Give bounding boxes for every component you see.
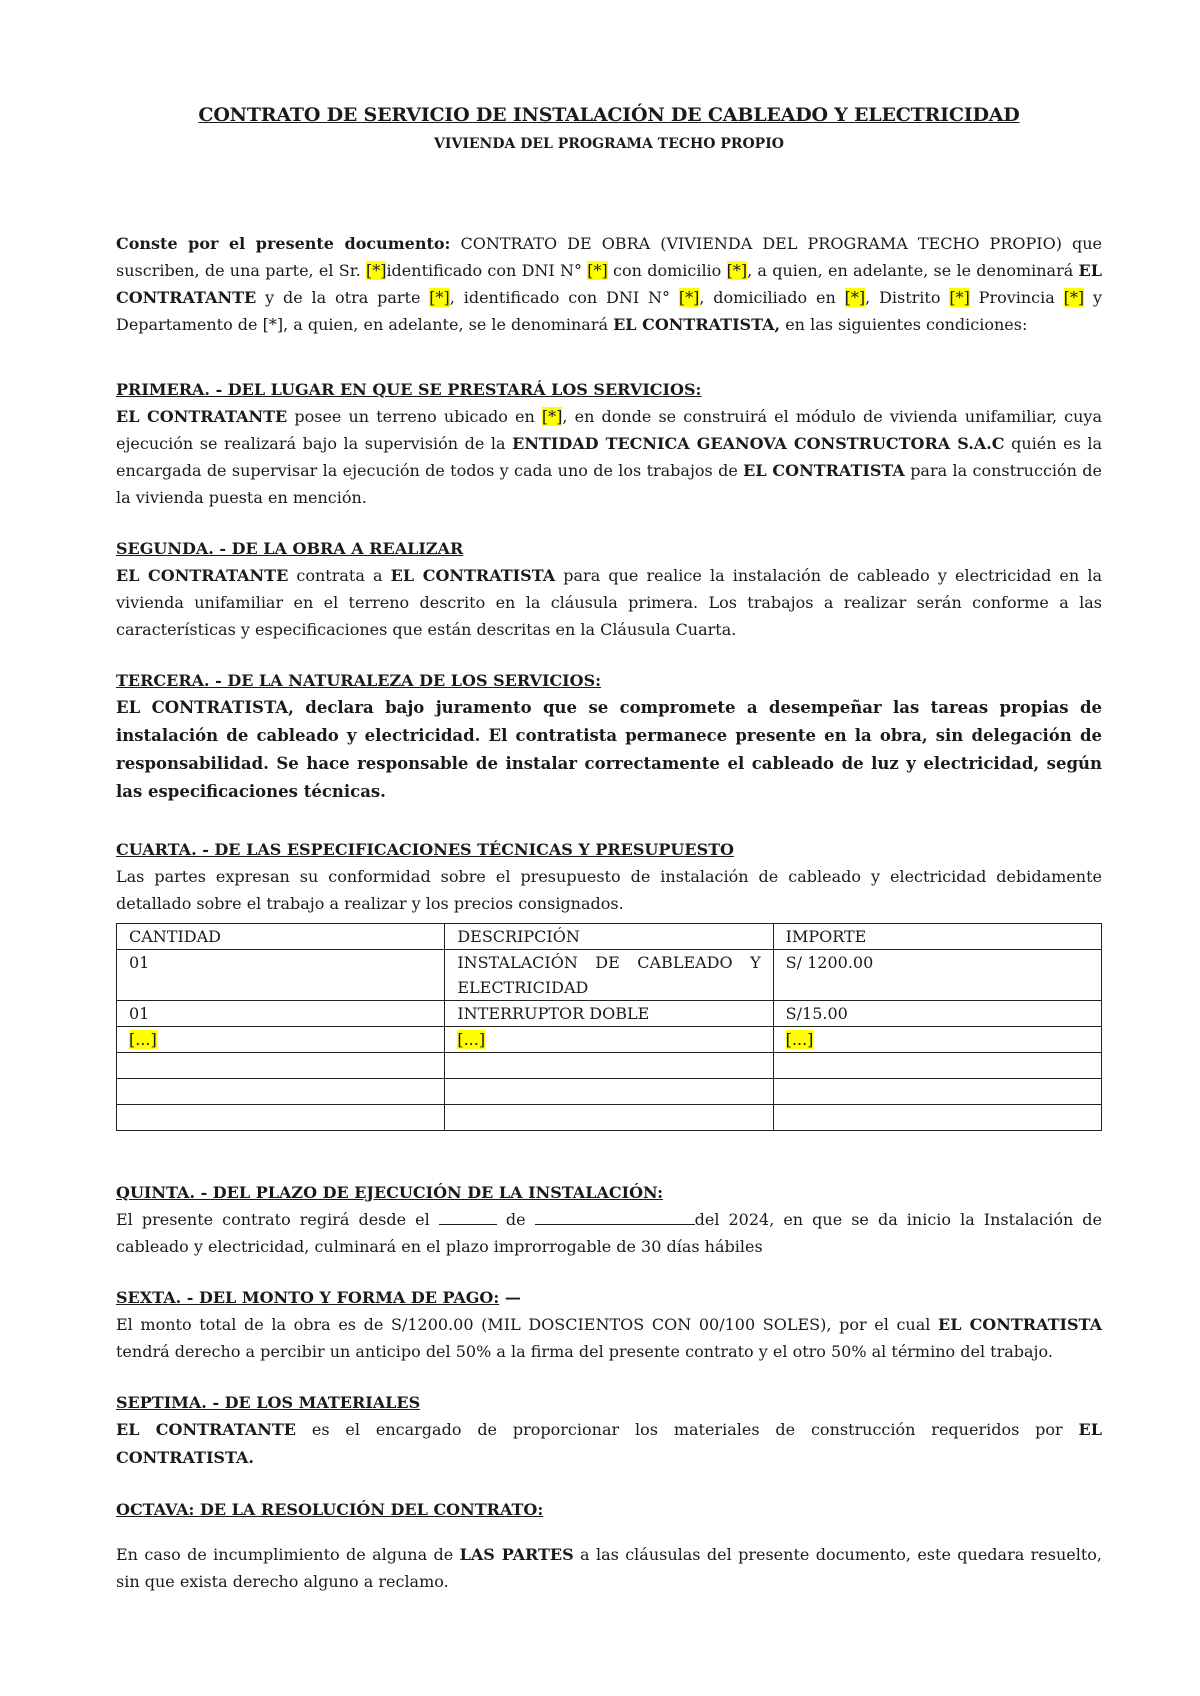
document-subtitle: VIVIENDA DEL PROGRAMA TECHO PROPIO <box>434 136 784 152</box>
table-header-cell: DESCRIPCIÓN <box>445 924 773 950</box>
clause-heading: PRIMERA. - DEL LUGAR EN QUE SE PRESTARÁ LOS SERVICIOS: <box>116 380 702 399</box>
clause-body <box>116 1311 1102 1365</box>
table-header-row <box>117 924 1102 950</box>
table-header-cell: IMPORTE <box>773 924 1101 950</box>
party-contratista: EL CONTRATISTA <box>743 461 905 480</box>
intro-text: , a quien, en adelante, se le denominará <box>747 261 1079 280</box>
placeholder-mark: [*] <box>541 407 563 426</box>
table-cell <box>445 1105 773 1131</box>
party-contratista: EL CONTRATISTA <box>938 1315 1103 1334</box>
clause-quinta <box>116 1179 1102 1260</box>
intro-text: CONTRATO DE OBRA (VIVIENDA DEL PROGRAMA TECHO PROPIO) que suscriben, de una parte, el Sr. <box>116 234 1103 280</box>
intro-text: identificado con DNI N° <box>386 261 588 280</box>
table-row <box>117 1001 1102 1027</box>
document-title: CONTRATO DE SERVICIO DE INSTALACIÓN DE CABLEADO Y ELECTRICIDAD <box>198 104 1020 126</box>
budget-table <box>116 923 1102 1131</box>
clause-segunda <box>116 535 1102 643</box>
clause-septima <box>116 1389 1102 1472</box>
table-cell <box>773 1105 1101 1131</box>
party-contratista: EL CONTRATISTA, <box>613 315 781 334</box>
table-cell <box>117 1105 445 1131</box>
clause-body <box>116 1416 1102 1472</box>
table-cell <box>773 1079 1101 1105</box>
placeholder-mark: [*] <box>726 261 748 280</box>
table-cell <box>773 1027 1101 1053</box>
clause-sexta <box>116 1284 1102 1365</box>
table-cell: INSTALACIÓN DE CABLEADO Y ELECTRICIDAD <box>445 950 773 1001</box>
placeholder-mark: [...] <box>785 1030 814 1049</box>
clause-heading: TERCERA. - DE LA NATURALEZA DE LOS SERVICIOS: <box>116 671 602 690</box>
table-cell <box>117 1079 445 1105</box>
party-contratante: EL CONTRATANTE <box>116 261 1102 307</box>
clause-text: contrata a <box>288 566 391 585</box>
table-cell <box>773 1053 1101 1079</box>
entity-name: ENTIDAD TECNICA GEANOVA CONSTRUCTORA S.A.C <box>512 434 1005 453</box>
table-cell <box>445 1027 773 1053</box>
clause-body: EL CONTRATISTA, declara bajo juramento que se compromete a desempeñar las tareas propias de instalación de cableado y electricidad. El contratista permanece presente en la obra, sin delegación de responsabilidad. Se hace responsable de instalar correctamente el cableado de luz y electricidad, según las especificaciones técnicas. <box>116 698 1102 801</box>
table-row <box>117 1105 1102 1131</box>
table-cell: 01 <box>117 950 445 1001</box>
intro-text: y Departamento de [*], a quien, en adelante, se le denominará <box>116 288 1103 334</box>
party-contratante: EL CONTRATANTE <box>116 566 289 585</box>
placeholder-mark: [*] <box>1063 288 1085 307</box>
table-cell: INTERRUPTOR DOBLE <box>445 1001 773 1027</box>
placeholder-mark: [*] <box>678 288 700 307</box>
placeholder-mark: [...] <box>129 1030 157 1049</box>
table-cell <box>117 1053 445 1079</box>
intro-text: , Distrito <box>865 288 950 307</box>
intro-text: , identificado con DNI N° <box>449 288 679 307</box>
intro-text: Provincia <box>969 288 1064 307</box>
clause-octava <box>116 1496 1102 1595</box>
clause-text: del 2024, en que se da inicio la Instalación de cableado y electricidad, culminará en el plazo improrrogable de 30 días hábiles <box>116 1210 1103 1256</box>
clause-body <box>116 403 1102 511</box>
intro-text: y de la otra parte <box>256 288 430 307</box>
clause-text: posee un terreno ubicado en <box>287 407 542 426</box>
month-blank <box>535 1210 695 1225</box>
clause-text: El presente contrato regirá desde el <box>116 1210 439 1229</box>
placeholder-mark: [*] <box>587 261 608 280</box>
clause-body <box>116 1541 1102 1595</box>
table-header-cell: CANTIDAD <box>117 924 445 950</box>
clause-text: En caso de incumplimiento de alguna de <box>116 1545 460 1564</box>
clause-text: El monto total de la obra es de S/1200.00 (MIL DOSCIENTOS CON 00/100 SOLES), por el cual <box>116 1315 939 1334</box>
party-contratista: EL CONTRATISTA. <box>116 1420 1102 1467</box>
placeholder-mark: [*] <box>949 288 970 307</box>
table-row <box>117 1079 1102 1105</box>
table-cell: 01 <box>117 1001 445 1027</box>
clause-heading: SEPTIMA. - DE LOS MATERIALES <box>116 1393 421 1412</box>
clause-heading-line <box>116 1284 1102 1311</box>
clause-body <box>116 1206 1102 1260</box>
placeholder-mark: [*] <box>429 288 450 307</box>
table-row <box>117 1027 1102 1053</box>
clause-text: para la construcción de la vivienda puesta en mención. <box>116 461 1103 507</box>
table-cell: S/15.00 <box>773 1001 1101 1027</box>
placeholder-mark: [*] <box>365 261 387 280</box>
parties-term: LAS PARTES <box>459 1545 574 1564</box>
clause-text: quién es la encargada de supervisar la ejecución de todos y cada uno de los trabajos de <box>116 434 1103 480</box>
clause-text: , en donde se construirá el módulo de vivienda unifamiliar, cuya ejecución se realizará bajo la supervisión de la <box>116 407 1103 453</box>
clause-tercera <box>116 667 1102 806</box>
table-cell <box>445 1079 773 1105</box>
clause-text: tendrá derecho a percibir un anticipo del 50% a la firma del presente contrato y el otro 50% al término del trabajo. <box>116 1342 1053 1361</box>
clause-heading: SEXTA. - DEL MONTO Y FORMA DE PAGO: <box>116 1288 500 1307</box>
clause-primera <box>116 376 1102 511</box>
table-row <box>117 950 1102 1001</box>
party-contratante: EL CONTRATANTE <box>116 407 288 426</box>
intro-text: en las siguientes condiciones: <box>780 315 1028 334</box>
clause-text: para que realice la instalación de cableado y electricidad en la vivienda unifamiliar en el terreno descrito en la cláusula primera. Los trabajos a realizar serán conforme a las características y especificaciones que están descritas en la Cláusula Cuarta. <box>116 566 1102 639</box>
intro-lead: Conste por el presente documento: <box>116 234 451 253</box>
table-row <box>117 1053 1102 1079</box>
clause-cuarta <box>116 836 1102 1131</box>
clause-heading: CUARTA. - DE LAS ESPECIFICACIONES TÉCNICAS Y PRESUPUESTO <box>116 840 734 859</box>
clause-body <box>116 562 1102 643</box>
intro-text: , domiciliado en <box>699 288 845 307</box>
intro-text: con domicilio <box>607 261 727 280</box>
clause-heading: OCTAVA: DE LA RESOLUCIÓN DEL CONTRATO: <box>116 1500 544 1519</box>
intro-paragraph <box>116 230 1102 338</box>
clause-body: Las partes expresan su conformidad sobre el presupuesto de instalación de cableado y electricidad debidamente detallado sobre el trabajo a realizar y los precios consignados. <box>116 867 1102 913</box>
clause-text: a las cláusulas del presente documento, este quedara resuelto, sin que exista derecho alguno a reclamo. <box>116 1545 1103 1591</box>
heading-dash: — <box>499 1288 521 1307</box>
clause-text: es el encargado de proporcionar los materiales de construcción requeridos por <box>296 1420 1079 1439</box>
table-cell <box>117 1027 445 1053</box>
clause-heading: SEGUNDA. - DE LA OBRA A REALIZAR <box>116 539 464 558</box>
placeholder-mark: [...] <box>457 1030 486 1049</box>
party-contratante: EL CONTRATANTE <box>116 1420 297 1439</box>
clause-text: de <box>496 1210 535 1229</box>
table-cell <box>445 1053 773 1079</box>
table-cell: S/ 1200.00 <box>773 950 1101 1001</box>
placeholder-mark: [*] <box>844 288 866 307</box>
day-blank <box>439 1210 497 1225</box>
clause-heading: QUINTA. - DEL PLAZO DE EJECUCIÓN DE LA INSTALACIÓN: <box>116 1183 663 1202</box>
party-contratista: EL CONTRATISTA <box>390 566 556 585</box>
